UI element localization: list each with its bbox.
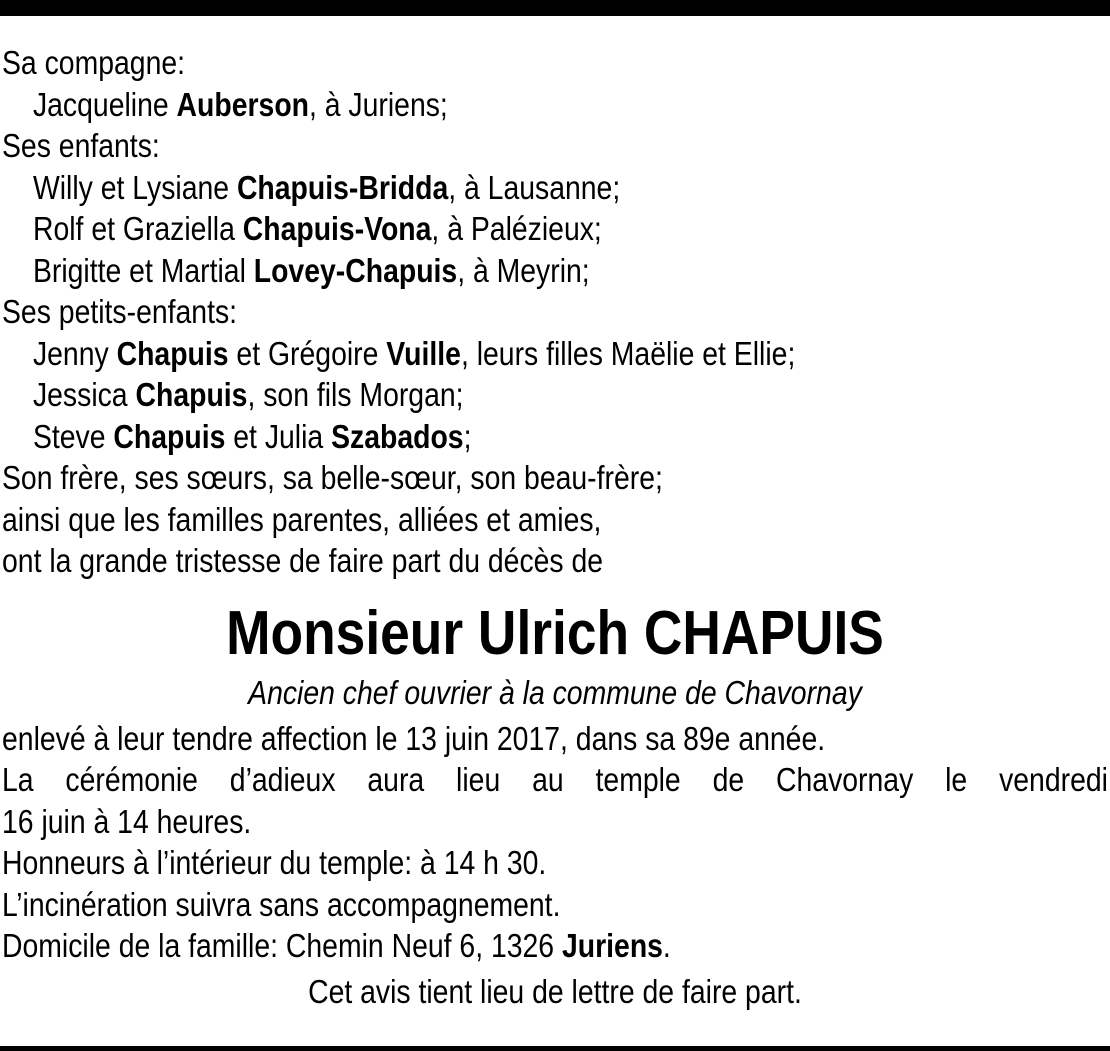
surname: Chapuis (116, 334, 229, 372)
text: , à Palézieux; (431, 210, 602, 247)
text: Brigitte et Martial (32, 251, 254, 289)
text: , à Lausanne; (448, 168, 621, 206)
surname: Lovey-Chapuis (253, 251, 458, 289)
text: , à Juriens; (308, 85, 448, 123)
line-death-date: enlevé à leur tendre affection le 13 juin 2017, dans sa 89e année. (2, 719, 826, 757)
line-ceremony: La cérémonie d’adieux aura lieu au temple de Chavornay le vendredi (2, 761, 1108, 798)
line-grandchild-1 (2, 333, 1108, 375)
text: Willy et Lysiane (32, 168, 237, 206)
text: , à Meyrin; (457, 251, 590, 289)
surname: Chapuis (113, 417, 226, 455)
line-grandchild-2 (2, 374, 1108, 416)
text: Steve (32, 417, 114, 455)
line-child-3 (2, 250, 1108, 292)
line-children-heading: Ses enfants: (2, 127, 160, 164)
surname: Vuille (386, 334, 461, 372)
line-cremation: L’incinération suivra sans accompagnement. (2, 885, 561, 923)
line-honors: Honneurs à l’intérieur du temple: à 14 h 30. (2, 844, 547, 881)
text: et Julia (225, 417, 332, 455)
deceased-name: Monsieur Ulrich CHAPUIS (226, 598, 884, 668)
text: Rolf et Graziella (32, 210, 243, 247)
text: Jacqueline (32, 85, 177, 123)
surname: Szabados (331, 417, 464, 455)
line-siblings: Son frère, ses sœurs, sa belle-sœur, son beau-frère; (2, 459, 663, 496)
town: Juriens (561, 927, 663, 964)
text: Jenny (32, 334, 117, 372)
footer-note: Cet avis tient lieu de lettre de faire part. (308, 972, 802, 1010)
line-child-1 (2, 167, 1108, 209)
text: ; (463, 417, 472, 455)
line-grandchildren-heading: Ses petits-enfants: (2, 293, 238, 330)
line-child-2 (2, 208, 1108, 250)
top-rule (0, 0, 1110, 16)
text: . (662, 927, 671, 964)
line-partner-heading: Sa compagne: (2, 44, 186, 81)
line-grandchild-3 (2, 416, 1108, 458)
text: et Grégoire (228, 334, 387, 372)
surname: Chapuis-Vona (242, 210, 432, 247)
text: , son fils Morgan; (247, 376, 464, 413)
line-family-address (2, 925, 1108, 967)
surname: Auberson (176, 85, 309, 123)
deceased-occupation: Ancien chef ouvrier à la commune de Chavornay (248, 673, 862, 711)
line-announcement: ont la grande tristesse de faire part du décès de (2, 542, 604, 579)
surname: Chapuis (135, 376, 248, 413)
text: Jessica (32, 376, 136, 413)
bottom-rule (0, 1046, 1110, 1051)
obituary-notice (2, 42, 1108, 1012)
text: Domicile de la famille: Chemin Neuf 6, 1326 (2, 927, 562, 964)
line-partner (2, 84, 1108, 126)
text: , leurs filles Maëlie et Ellie; (460, 334, 796, 372)
line-ceremony-date: 16 juin à 14 heures. (2, 802, 252, 840)
line-families: ainsi que les familles parentes, alliées et amies, (2, 500, 602, 538)
surname: Chapuis-Bridda (236, 168, 449, 206)
